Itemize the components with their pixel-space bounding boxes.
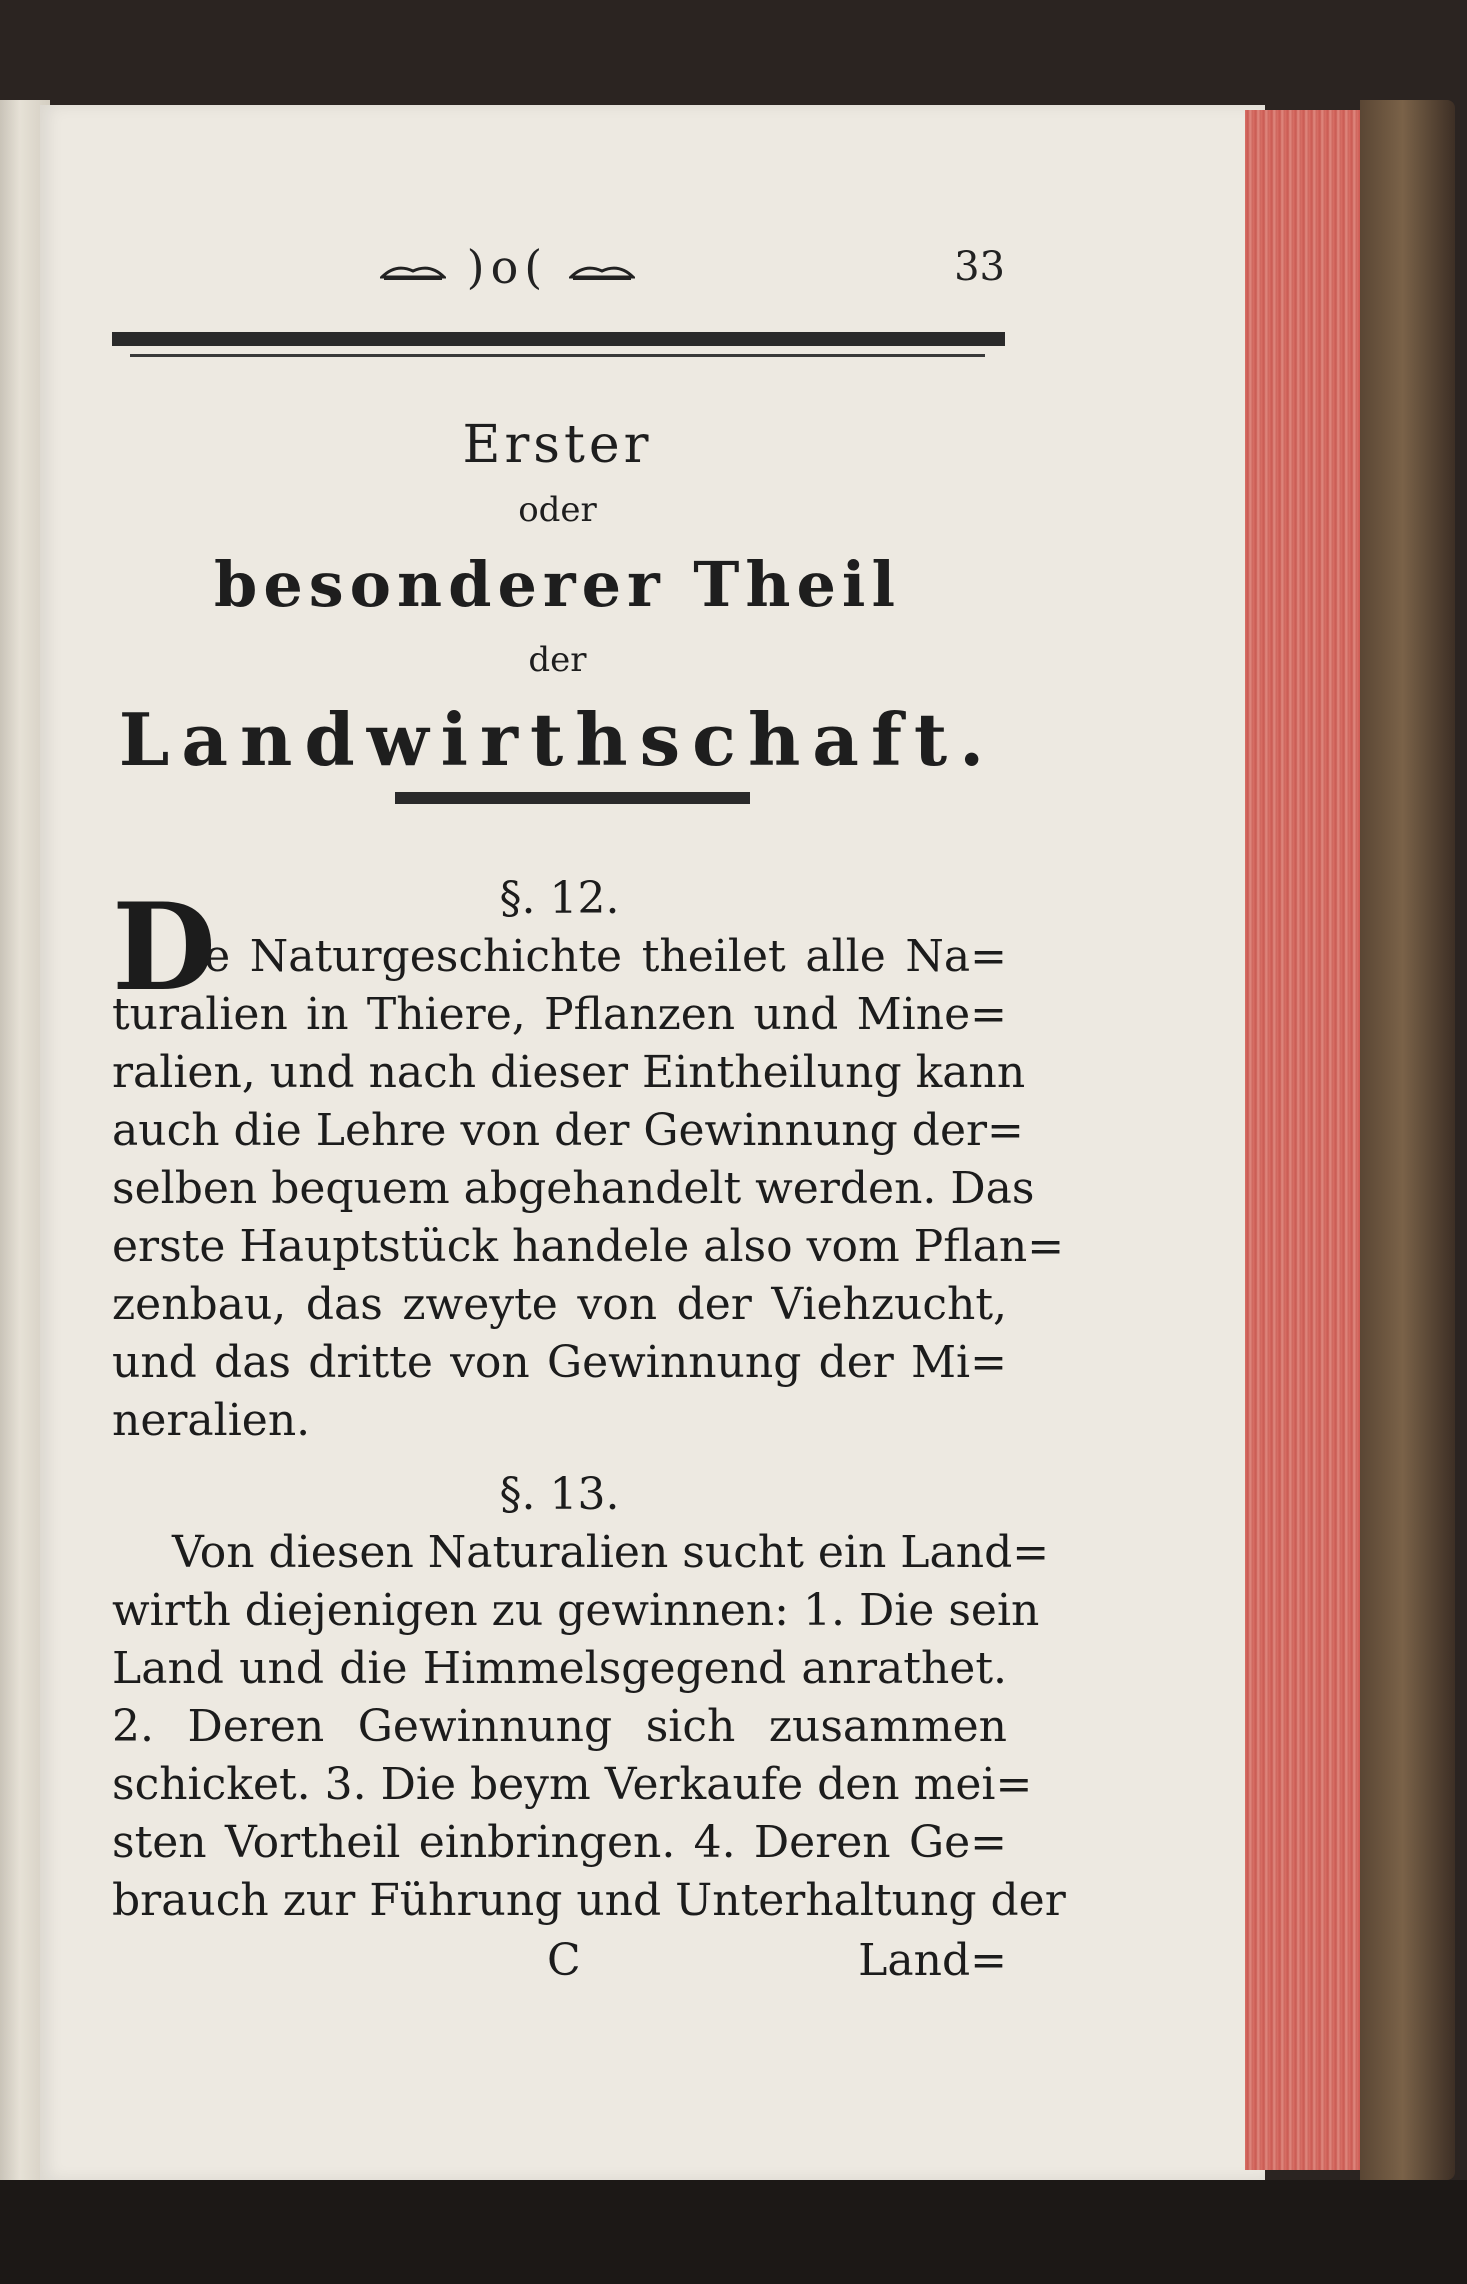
paragraph-line: sten Vortheil einbringen. 4. Deren Ge= <box>112 1817 1007 1868</box>
ornament-right-icon <box>569 261 635 281</box>
paragraph-line: turalien in Thiere, Pflanzen und Mine= <box>112 989 1007 1040</box>
title-line-5: Landwirthschaft. <box>118 697 997 782</box>
header-rule-thick <box>112 332 1005 346</box>
paragraph-line: 2. Deren Gewinnung sich zusammen <box>112 1701 1007 1752</box>
page-footer <box>112 1935 1007 1995</box>
paragraph-line: neralien. <box>112 1395 311 1446</box>
background-shadow <box>0 2180 1467 2284</box>
title-line-1: Erster <box>462 415 653 475</box>
paragraph-line: wirth diejenigen zu gewinnen: 1. Die sein <box>112 1585 1040 1636</box>
section-13-heading: §. 13. <box>499 1469 620 1520</box>
paragraph-line: und das dritte von Gewinnung der Mi= <box>112 1337 1007 1388</box>
page-header <box>110 240 1005 300</box>
section-12-heading: §. 12. <box>499 873 620 924</box>
page-number: 33 <box>954 244 1005 290</box>
header-rule-thin <box>130 354 985 357</box>
ornament-left-icon <box>380 261 446 281</box>
running-head <box>380 240 635 294</box>
paragraph-line-text: ie Naturgeschichte theilet alle Na= <box>190 931 1007 982</box>
paragraph-line: ralien, und nach dieser Eintheilung kann <box>112 1047 1026 1098</box>
section-12 <box>112 870 1065 1450</box>
drop-cap: D <box>112 877 217 1018</box>
title-line-3: besonderer Theil <box>213 548 902 621</box>
red-page-edges <box>1245 110 1365 2170</box>
catchword: Land= <box>858 1935 1007 1986</box>
running-head-text: )o( <box>466 240 549 294</box>
paragraph-line: schicket. 3. Die beym Verkaufe den mei= <box>112 1759 1033 1810</box>
paragraph-line: auch die Lehre von der Gewinnung der= <box>112 1105 1024 1156</box>
paragraph-line: Land und die Himmelsgegend anrathet. <box>112 1643 1007 1694</box>
title-line-2: oder <box>518 490 597 530</box>
paragraph-line: selben bequem abgehandelt werden. Das <box>112 1163 1035 1214</box>
section-13 <box>112 1466 1066 1930</box>
leather-cover <box>1360 100 1455 2180</box>
signature-mark: C <box>547 1935 581 1986</box>
paragraph-line: Von diesen Naturalien sucht ein Land= <box>172 1527 1050 1578</box>
title-line-4: der <box>528 640 587 680</box>
paragraph-line: brauch zur Führung und Unterhaltung der <box>112 1875 1066 1926</box>
paragraph-line: erste Hauptstück handele also vom Pflan= <box>112 1221 1065 1272</box>
paragraph-line: zenbau, das zweyte von der Viehzucht, <box>112 1279 1007 1330</box>
chapter-title <box>110 405 1005 795</box>
title-rule <box>395 792 750 804</box>
